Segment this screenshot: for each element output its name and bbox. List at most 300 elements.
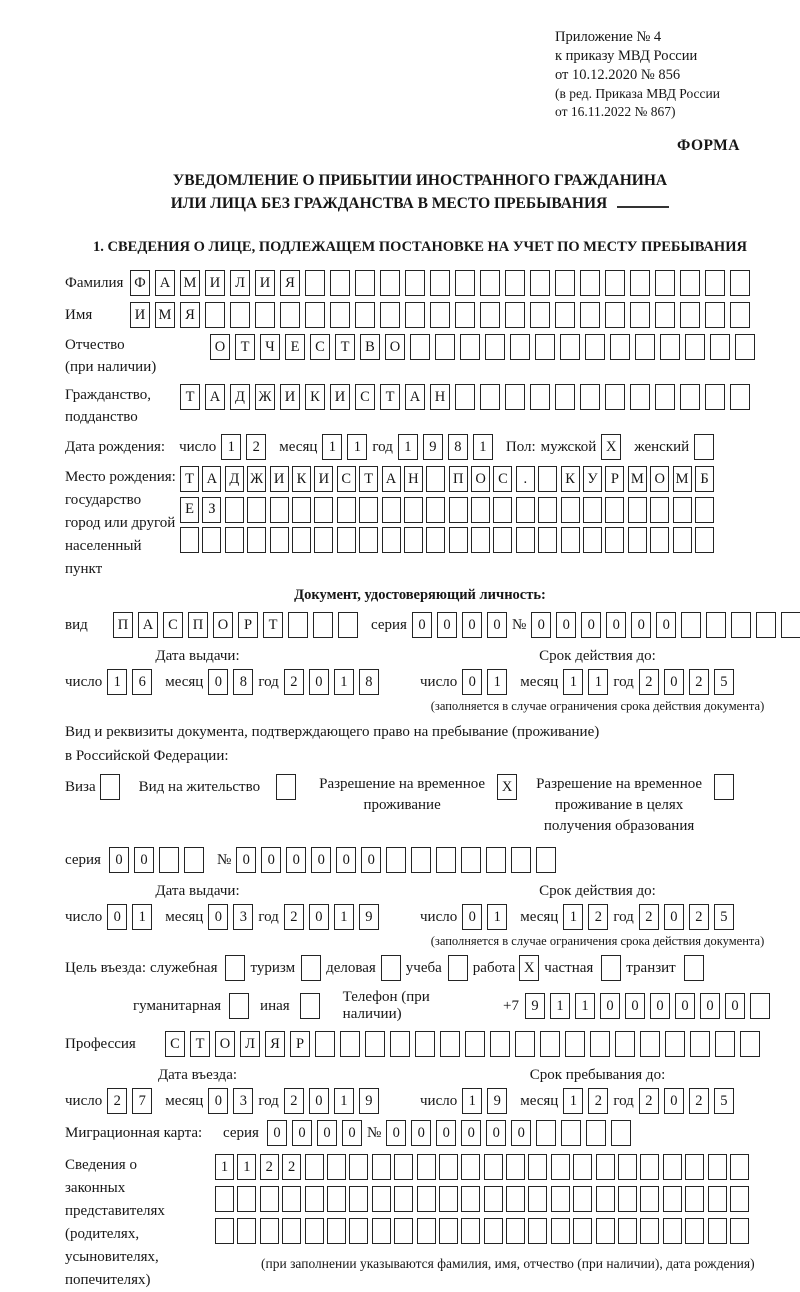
char-box[interactable] bbox=[372, 1154, 391, 1180]
char-box[interactable]: 1 bbox=[575, 993, 595, 1019]
char-box[interactable] bbox=[735, 334, 755, 360]
char-box[interactable]: В bbox=[360, 334, 380, 360]
char-box[interactable] bbox=[327, 1218, 346, 1244]
char-box[interactable] bbox=[730, 1154, 749, 1180]
char-box[interactable] bbox=[490, 1031, 510, 1057]
char-box[interactable]: Ч bbox=[260, 334, 280, 360]
char-box[interactable] bbox=[706, 612, 726, 638]
char-box[interactable] bbox=[781, 612, 800, 638]
char-box[interactable]: О bbox=[650, 466, 669, 492]
char-box[interactable]: 2 bbox=[284, 1088, 304, 1114]
char-box[interactable]: Р bbox=[290, 1031, 310, 1057]
char-box[interactable]: Ж bbox=[247, 466, 266, 492]
char-box[interactable] bbox=[372, 1218, 391, 1244]
char-box[interactable]: О bbox=[215, 1031, 235, 1057]
char-box[interactable] bbox=[415, 1031, 435, 1057]
char-box[interactable] bbox=[511, 847, 531, 873]
char-box[interactable] bbox=[449, 527, 468, 553]
char-box[interactable]: 9 bbox=[359, 904, 379, 930]
char-box[interactable] bbox=[282, 1218, 301, 1244]
char-box[interactable] bbox=[528, 1154, 547, 1180]
char-box[interactable]: Т bbox=[263, 612, 283, 638]
char-box[interactable]: М bbox=[628, 466, 647, 492]
char-box[interactable]: 0 bbox=[625, 993, 645, 1019]
char-box[interactable] bbox=[673, 527, 692, 553]
char-box[interactable]: 0 bbox=[342, 1120, 362, 1146]
char-box[interactable] bbox=[237, 1218, 256, 1244]
char-box[interactable] bbox=[573, 1154, 592, 1180]
char-box[interactable] bbox=[417, 1218, 436, 1244]
char-box[interactable]: 0 bbox=[361, 847, 381, 873]
char-box[interactable]: 2 bbox=[246, 434, 266, 460]
char-box[interactable]: И bbox=[130, 302, 150, 328]
char-box[interactable]: Р bbox=[238, 612, 258, 638]
char-box[interactable] bbox=[565, 1031, 585, 1057]
char-box[interactable] bbox=[215, 1218, 234, 1244]
char-box[interactable]: А bbox=[155, 270, 175, 296]
char-box[interactable]: 1 bbox=[563, 669, 583, 695]
char-box[interactable]: Я bbox=[180, 302, 200, 328]
char-box[interactable] bbox=[372, 1186, 391, 1212]
char-box[interactable] bbox=[530, 384, 550, 410]
char-box[interactable] bbox=[618, 1186, 637, 1212]
char-box[interactable] bbox=[663, 1154, 682, 1180]
char-box[interactable] bbox=[305, 1186, 324, 1212]
char-box[interactable]: 2 bbox=[639, 904, 659, 930]
char-box[interactable] bbox=[630, 270, 650, 296]
char-box[interactable] bbox=[663, 1186, 682, 1212]
char-box[interactable]: 0 bbox=[556, 612, 576, 638]
char-box[interactable] bbox=[205, 302, 225, 328]
char-box[interactable] bbox=[538, 497, 557, 523]
char-box[interactable]: 5 bbox=[714, 1088, 734, 1114]
checkbox-purpose-private[interactable] bbox=[601, 955, 621, 981]
char-box[interactable]: 0 bbox=[309, 1088, 329, 1114]
char-box[interactable]: 0 bbox=[725, 993, 745, 1019]
char-box[interactable]: А bbox=[382, 466, 401, 492]
char-box[interactable] bbox=[583, 497, 602, 523]
char-box[interactable] bbox=[480, 270, 500, 296]
char-box[interactable]: 0 bbox=[309, 904, 329, 930]
char-box[interactable]: С bbox=[163, 612, 183, 638]
char-box[interactable]: 0 bbox=[236, 847, 256, 873]
char-box[interactable] bbox=[655, 384, 675, 410]
char-box[interactable] bbox=[731, 612, 751, 638]
char-box[interactable]: Т bbox=[180, 466, 199, 492]
char-box[interactable]: А bbox=[202, 466, 221, 492]
char-box[interactable] bbox=[580, 270, 600, 296]
char-box[interactable]: 0 bbox=[664, 1088, 684, 1114]
char-box[interactable] bbox=[305, 302, 325, 328]
char-box[interactable] bbox=[681, 612, 701, 638]
char-box[interactable]: О bbox=[210, 334, 230, 360]
char-box[interactable]: 0 bbox=[261, 847, 281, 873]
char-box[interactable]: Л bbox=[240, 1031, 260, 1057]
char-box[interactable] bbox=[640, 1186, 659, 1212]
char-box[interactable] bbox=[480, 302, 500, 328]
char-box[interactable]: И bbox=[330, 384, 350, 410]
char-box[interactable]: 0 bbox=[700, 993, 720, 1019]
char-box[interactable] bbox=[536, 847, 556, 873]
char-box[interactable] bbox=[260, 1218, 279, 1244]
char-box[interactable]: З bbox=[202, 497, 221, 523]
char-box[interactable]: К bbox=[305, 384, 325, 410]
char-box[interactable] bbox=[740, 1031, 760, 1057]
char-box[interactable] bbox=[270, 527, 289, 553]
char-box[interactable] bbox=[315, 1031, 335, 1057]
char-box[interactable]: И bbox=[255, 270, 275, 296]
char-box[interactable] bbox=[705, 302, 725, 328]
char-box[interactable] bbox=[596, 1186, 615, 1212]
char-box[interactable] bbox=[455, 384, 475, 410]
char-box[interactable] bbox=[225, 497, 244, 523]
char-box[interactable]: Н bbox=[430, 384, 450, 410]
char-box[interactable]: Т bbox=[180, 384, 200, 410]
char-box[interactable]: 0 bbox=[208, 669, 228, 695]
char-box[interactable] bbox=[471, 497, 490, 523]
char-box[interactable] bbox=[516, 497, 535, 523]
char-box[interactable] bbox=[555, 384, 575, 410]
char-box[interactable]: 0 bbox=[208, 904, 228, 930]
char-box[interactable] bbox=[430, 270, 450, 296]
char-box[interactable]: О bbox=[213, 612, 233, 638]
char-box[interactable]: 0 bbox=[286, 847, 306, 873]
char-box[interactable] bbox=[355, 270, 375, 296]
char-box[interactable] bbox=[660, 334, 680, 360]
char-box[interactable]: 8 bbox=[359, 669, 379, 695]
char-box[interactable]: 0 bbox=[134, 847, 154, 873]
char-box[interactable]: 1 bbox=[588, 669, 608, 695]
char-box[interactable]: 1 bbox=[107, 669, 127, 695]
char-box[interactable]: Л bbox=[230, 270, 250, 296]
char-box[interactable] bbox=[435, 334, 455, 360]
checkbox-purpose-business[interactable] bbox=[381, 955, 401, 981]
checkbox-female[interactable] bbox=[694, 434, 714, 460]
char-box[interactable] bbox=[184, 847, 204, 873]
char-box[interactable] bbox=[650, 497, 669, 523]
char-box[interactable] bbox=[618, 1218, 637, 1244]
char-box[interactable]: 0 bbox=[462, 904, 482, 930]
char-box[interactable] bbox=[225, 527, 244, 553]
char-box[interactable] bbox=[506, 1186, 525, 1212]
char-box[interactable]: 1 bbox=[462, 1088, 482, 1114]
char-box[interactable] bbox=[605, 270, 625, 296]
char-box[interactable]: 0 bbox=[292, 1120, 312, 1146]
checkbox-temp-residence-permit[interactable]: X bbox=[497, 774, 517, 800]
char-box[interactable]: Я bbox=[265, 1031, 285, 1057]
char-box[interactable]: 2 bbox=[689, 904, 709, 930]
char-box[interactable] bbox=[404, 497, 423, 523]
char-box[interactable] bbox=[730, 1186, 749, 1212]
char-box[interactable] bbox=[394, 1218, 413, 1244]
char-box[interactable] bbox=[455, 270, 475, 296]
char-box[interactable] bbox=[338, 612, 358, 638]
char-box[interactable] bbox=[635, 334, 655, 360]
char-box[interactable]: 1 bbox=[487, 904, 507, 930]
char-box[interactable]: 1 bbox=[322, 434, 342, 460]
char-box[interactable]: 1 bbox=[215, 1154, 234, 1180]
char-box[interactable]: 0 bbox=[208, 1088, 228, 1114]
char-box[interactable]: 0 bbox=[107, 904, 127, 930]
char-box[interactable] bbox=[705, 384, 725, 410]
char-box[interactable]: 0 bbox=[631, 612, 651, 638]
char-box[interactable] bbox=[330, 270, 350, 296]
char-box[interactable] bbox=[685, 1218, 704, 1244]
char-box[interactable] bbox=[247, 497, 266, 523]
char-box[interactable] bbox=[355, 302, 375, 328]
checkbox-edu-residence-permit[interactable] bbox=[714, 774, 734, 800]
char-box[interactable] bbox=[555, 302, 575, 328]
char-box[interactable] bbox=[426, 497, 445, 523]
char-box[interactable] bbox=[685, 334, 705, 360]
char-box[interactable]: 1 bbox=[347, 434, 367, 460]
char-box[interactable] bbox=[461, 1218, 480, 1244]
char-box[interactable] bbox=[695, 527, 714, 553]
char-box[interactable]: Т bbox=[190, 1031, 210, 1057]
char-box[interactable] bbox=[596, 1154, 615, 1180]
char-box[interactable] bbox=[237, 1186, 256, 1212]
char-box[interactable] bbox=[551, 1186, 570, 1212]
char-box[interactable] bbox=[628, 497, 647, 523]
char-box[interactable]: 2 bbox=[282, 1154, 301, 1180]
char-box[interactable] bbox=[535, 334, 555, 360]
char-box[interactable] bbox=[618, 1154, 637, 1180]
char-box[interactable]: 2 bbox=[639, 1088, 659, 1114]
char-box[interactable] bbox=[337, 527, 356, 553]
char-box[interactable]: 0 bbox=[581, 612, 601, 638]
char-box[interactable]: 2 bbox=[284, 669, 304, 695]
char-box[interactable] bbox=[585, 334, 605, 360]
char-box[interactable]: 0 bbox=[531, 612, 551, 638]
char-box[interactable] bbox=[349, 1218, 368, 1244]
char-box[interactable]: . bbox=[516, 466, 535, 492]
char-box[interactable] bbox=[555, 270, 575, 296]
char-box[interactable] bbox=[439, 1186, 458, 1212]
char-box[interactable] bbox=[690, 1031, 710, 1057]
char-box[interactable]: 8 bbox=[233, 669, 253, 695]
char-box[interactable]: 1 bbox=[563, 1088, 583, 1114]
char-box[interactable]: Б bbox=[695, 466, 714, 492]
char-box[interactable] bbox=[417, 1186, 436, 1212]
char-box[interactable] bbox=[480, 384, 500, 410]
char-box[interactable] bbox=[605, 302, 625, 328]
char-box[interactable] bbox=[708, 1154, 727, 1180]
char-box[interactable]: 1 bbox=[473, 434, 493, 460]
char-box[interactable] bbox=[530, 302, 550, 328]
char-box[interactable] bbox=[305, 1154, 324, 1180]
char-box[interactable] bbox=[330, 302, 350, 328]
char-box[interactable]: 2 bbox=[639, 669, 659, 695]
char-box[interactable] bbox=[305, 270, 325, 296]
char-box[interactable]: 0 bbox=[411, 1120, 431, 1146]
char-box[interactable]: 1 bbox=[398, 434, 418, 460]
char-box[interactable] bbox=[730, 302, 750, 328]
char-box[interactable]: М bbox=[180, 270, 200, 296]
char-box[interactable] bbox=[561, 1120, 581, 1146]
char-box[interactable] bbox=[359, 497, 378, 523]
char-box[interactable]: 8 bbox=[448, 434, 468, 460]
char-box[interactable] bbox=[515, 1031, 535, 1057]
char-box[interactable] bbox=[628, 527, 647, 553]
char-box[interactable] bbox=[349, 1154, 368, 1180]
char-box[interactable]: 0 bbox=[486, 1120, 506, 1146]
char-box[interactable] bbox=[292, 527, 311, 553]
char-box[interactable] bbox=[359, 527, 378, 553]
char-box[interactable]: 0 bbox=[487, 612, 507, 638]
char-box[interactable]: 0 bbox=[436, 1120, 456, 1146]
char-box[interactable] bbox=[484, 1154, 503, 1180]
char-box[interactable]: А bbox=[138, 612, 158, 638]
char-box[interactable] bbox=[439, 1154, 458, 1180]
char-box[interactable]: 0 bbox=[606, 612, 626, 638]
char-box[interactable] bbox=[596, 1218, 615, 1244]
char-box[interactable]: 9 bbox=[525, 993, 545, 1019]
char-box[interactable] bbox=[410, 334, 430, 360]
char-box[interactable] bbox=[615, 1031, 635, 1057]
char-box[interactable]: 1 bbox=[237, 1154, 256, 1180]
char-box[interactable] bbox=[708, 1218, 727, 1244]
char-box[interactable]: 0 bbox=[109, 847, 129, 873]
char-box[interactable] bbox=[756, 612, 776, 638]
char-box[interactable] bbox=[430, 302, 450, 328]
char-box[interactable]: Д bbox=[230, 384, 250, 410]
char-box[interactable] bbox=[365, 1031, 385, 1057]
char-box[interactable] bbox=[327, 1186, 346, 1212]
char-box[interactable] bbox=[394, 1186, 413, 1212]
char-box[interactable] bbox=[506, 1154, 525, 1180]
char-box[interactable] bbox=[610, 334, 630, 360]
char-box[interactable] bbox=[551, 1154, 570, 1180]
char-box[interactable] bbox=[528, 1186, 547, 1212]
char-box[interactable]: 9 bbox=[487, 1088, 507, 1114]
char-box[interactable] bbox=[640, 1218, 659, 1244]
char-box[interactable]: 0 bbox=[462, 669, 482, 695]
char-box[interactable]: И bbox=[270, 466, 289, 492]
char-box[interactable] bbox=[314, 497, 333, 523]
char-box[interactable] bbox=[630, 384, 650, 410]
char-box[interactable]: П bbox=[188, 612, 208, 638]
char-box[interactable] bbox=[710, 334, 730, 360]
char-box[interactable]: 0 bbox=[600, 993, 620, 1019]
char-box[interactable] bbox=[411, 847, 431, 873]
char-box[interactable]: 0 bbox=[336, 847, 356, 873]
char-box[interactable] bbox=[680, 384, 700, 410]
char-box[interactable]: 0 bbox=[461, 1120, 481, 1146]
char-box[interactable] bbox=[708, 1186, 727, 1212]
char-box[interactable]: М bbox=[673, 466, 692, 492]
char-box[interactable]: О bbox=[471, 466, 490, 492]
char-box[interactable]: С bbox=[355, 384, 375, 410]
checkbox-purpose-study[interactable] bbox=[448, 955, 468, 981]
char-box[interactable] bbox=[404, 527, 423, 553]
char-box[interactable] bbox=[561, 497, 580, 523]
char-box[interactable] bbox=[461, 847, 481, 873]
char-box[interactable]: И bbox=[205, 270, 225, 296]
char-box[interactable]: Е bbox=[180, 497, 199, 523]
checkbox-purpose-tourism[interactable] bbox=[301, 955, 321, 981]
char-box[interactable]: 2 bbox=[588, 904, 608, 930]
char-box[interactable]: К bbox=[561, 466, 580, 492]
char-box[interactable]: У bbox=[583, 466, 602, 492]
char-box[interactable] bbox=[540, 1031, 560, 1057]
char-box[interactable]: С bbox=[337, 466, 356, 492]
checkbox-visa[interactable] bbox=[100, 774, 120, 800]
char-box[interactable]: Ж bbox=[255, 384, 275, 410]
char-box[interactable] bbox=[580, 302, 600, 328]
char-box[interactable]: 0 bbox=[437, 612, 457, 638]
char-box[interactable] bbox=[611, 1120, 631, 1146]
char-box[interactable]: 1 bbox=[132, 904, 152, 930]
checkbox-residence-permit[interactable] bbox=[276, 774, 296, 800]
char-box[interactable] bbox=[486, 847, 506, 873]
char-box[interactable] bbox=[505, 270, 525, 296]
char-box[interactable] bbox=[695, 497, 714, 523]
char-box[interactable] bbox=[455, 302, 475, 328]
char-box[interactable] bbox=[685, 1186, 704, 1212]
char-box[interactable]: 2 bbox=[260, 1154, 279, 1180]
char-box[interactable] bbox=[230, 302, 250, 328]
char-box[interactable] bbox=[382, 527, 401, 553]
char-box[interactable] bbox=[484, 1186, 503, 1212]
char-box[interactable] bbox=[405, 270, 425, 296]
char-box[interactable]: 1 bbox=[334, 904, 354, 930]
char-box[interactable] bbox=[663, 1218, 682, 1244]
char-box[interactable] bbox=[426, 527, 445, 553]
char-box[interactable]: И bbox=[280, 384, 300, 410]
char-box[interactable] bbox=[282, 1186, 301, 1212]
char-box[interactable] bbox=[655, 302, 675, 328]
char-box[interactable]: 7 bbox=[132, 1088, 152, 1114]
char-box[interactable] bbox=[382, 497, 401, 523]
char-box[interactable]: П bbox=[449, 466, 468, 492]
char-box[interactable]: 1 bbox=[550, 993, 570, 1019]
char-box[interactable]: Ф bbox=[130, 270, 150, 296]
char-box[interactable] bbox=[665, 1031, 685, 1057]
char-box[interactable] bbox=[516, 527, 535, 553]
char-box[interactable] bbox=[215, 1186, 234, 1212]
char-box[interactable]: 9 bbox=[423, 434, 443, 460]
char-box[interactable] bbox=[461, 1186, 480, 1212]
char-box[interactable] bbox=[605, 384, 625, 410]
char-box[interactable]: 0 bbox=[317, 1120, 337, 1146]
char-box[interactable] bbox=[292, 497, 311, 523]
char-box[interactable] bbox=[247, 527, 266, 553]
char-box[interactable]: М bbox=[155, 302, 175, 328]
char-box[interactable]: 3 bbox=[233, 904, 253, 930]
char-box[interactable] bbox=[440, 1031, 460, 1057]
char-box[interactable] bbox=[484, 1218, 503, 1244]
char-box[interactable] bbox=[337, 497, 356, 523]
char-box[interactable] bbox=[630, 302, 650, 328]
char-box[interactable] bbox=[280, 302, 300, 328]
char-box[interactable] bbox=[590, 1031, 610, 1057]
char-box[interactable]: 2 bbox=[689, 669, 709, 695]
char-box[interactable] bbox=[551, 1218, 570, 1244]
char-box[interactable] bbox=[680, 270, 700, 296]
char-box[interactable] bbox=[405, 302, 425, 328]
char-box[interactable] bbox=[465, 1031, 485, 1057]
char-box[interactable] bbox=[605, 527, 624, 553]
char-box[interactable]: А bbox=[405, 384, 425, 410]
char-box[interactable] bbox=[460, 334, 480, 360]
char-box[interactable] bbox=[538, 466, 557, 492]
char-box[interactable]: 1 bbox=[334, 1088, 354, 1114]
char-box[interactable] bbox=[386, 847, 406, 873]
char-box[interactable] bbox=[439, 1218, 458, 1244]
char-box[interactable]: 6 bbox=[132, 669, 152, 695]
char-box[interactable]: 0 bbox=[664, 669, 684, 695]
checkbox-purpose-transit[interactable] bbox=[684, 955, 704, 981]
